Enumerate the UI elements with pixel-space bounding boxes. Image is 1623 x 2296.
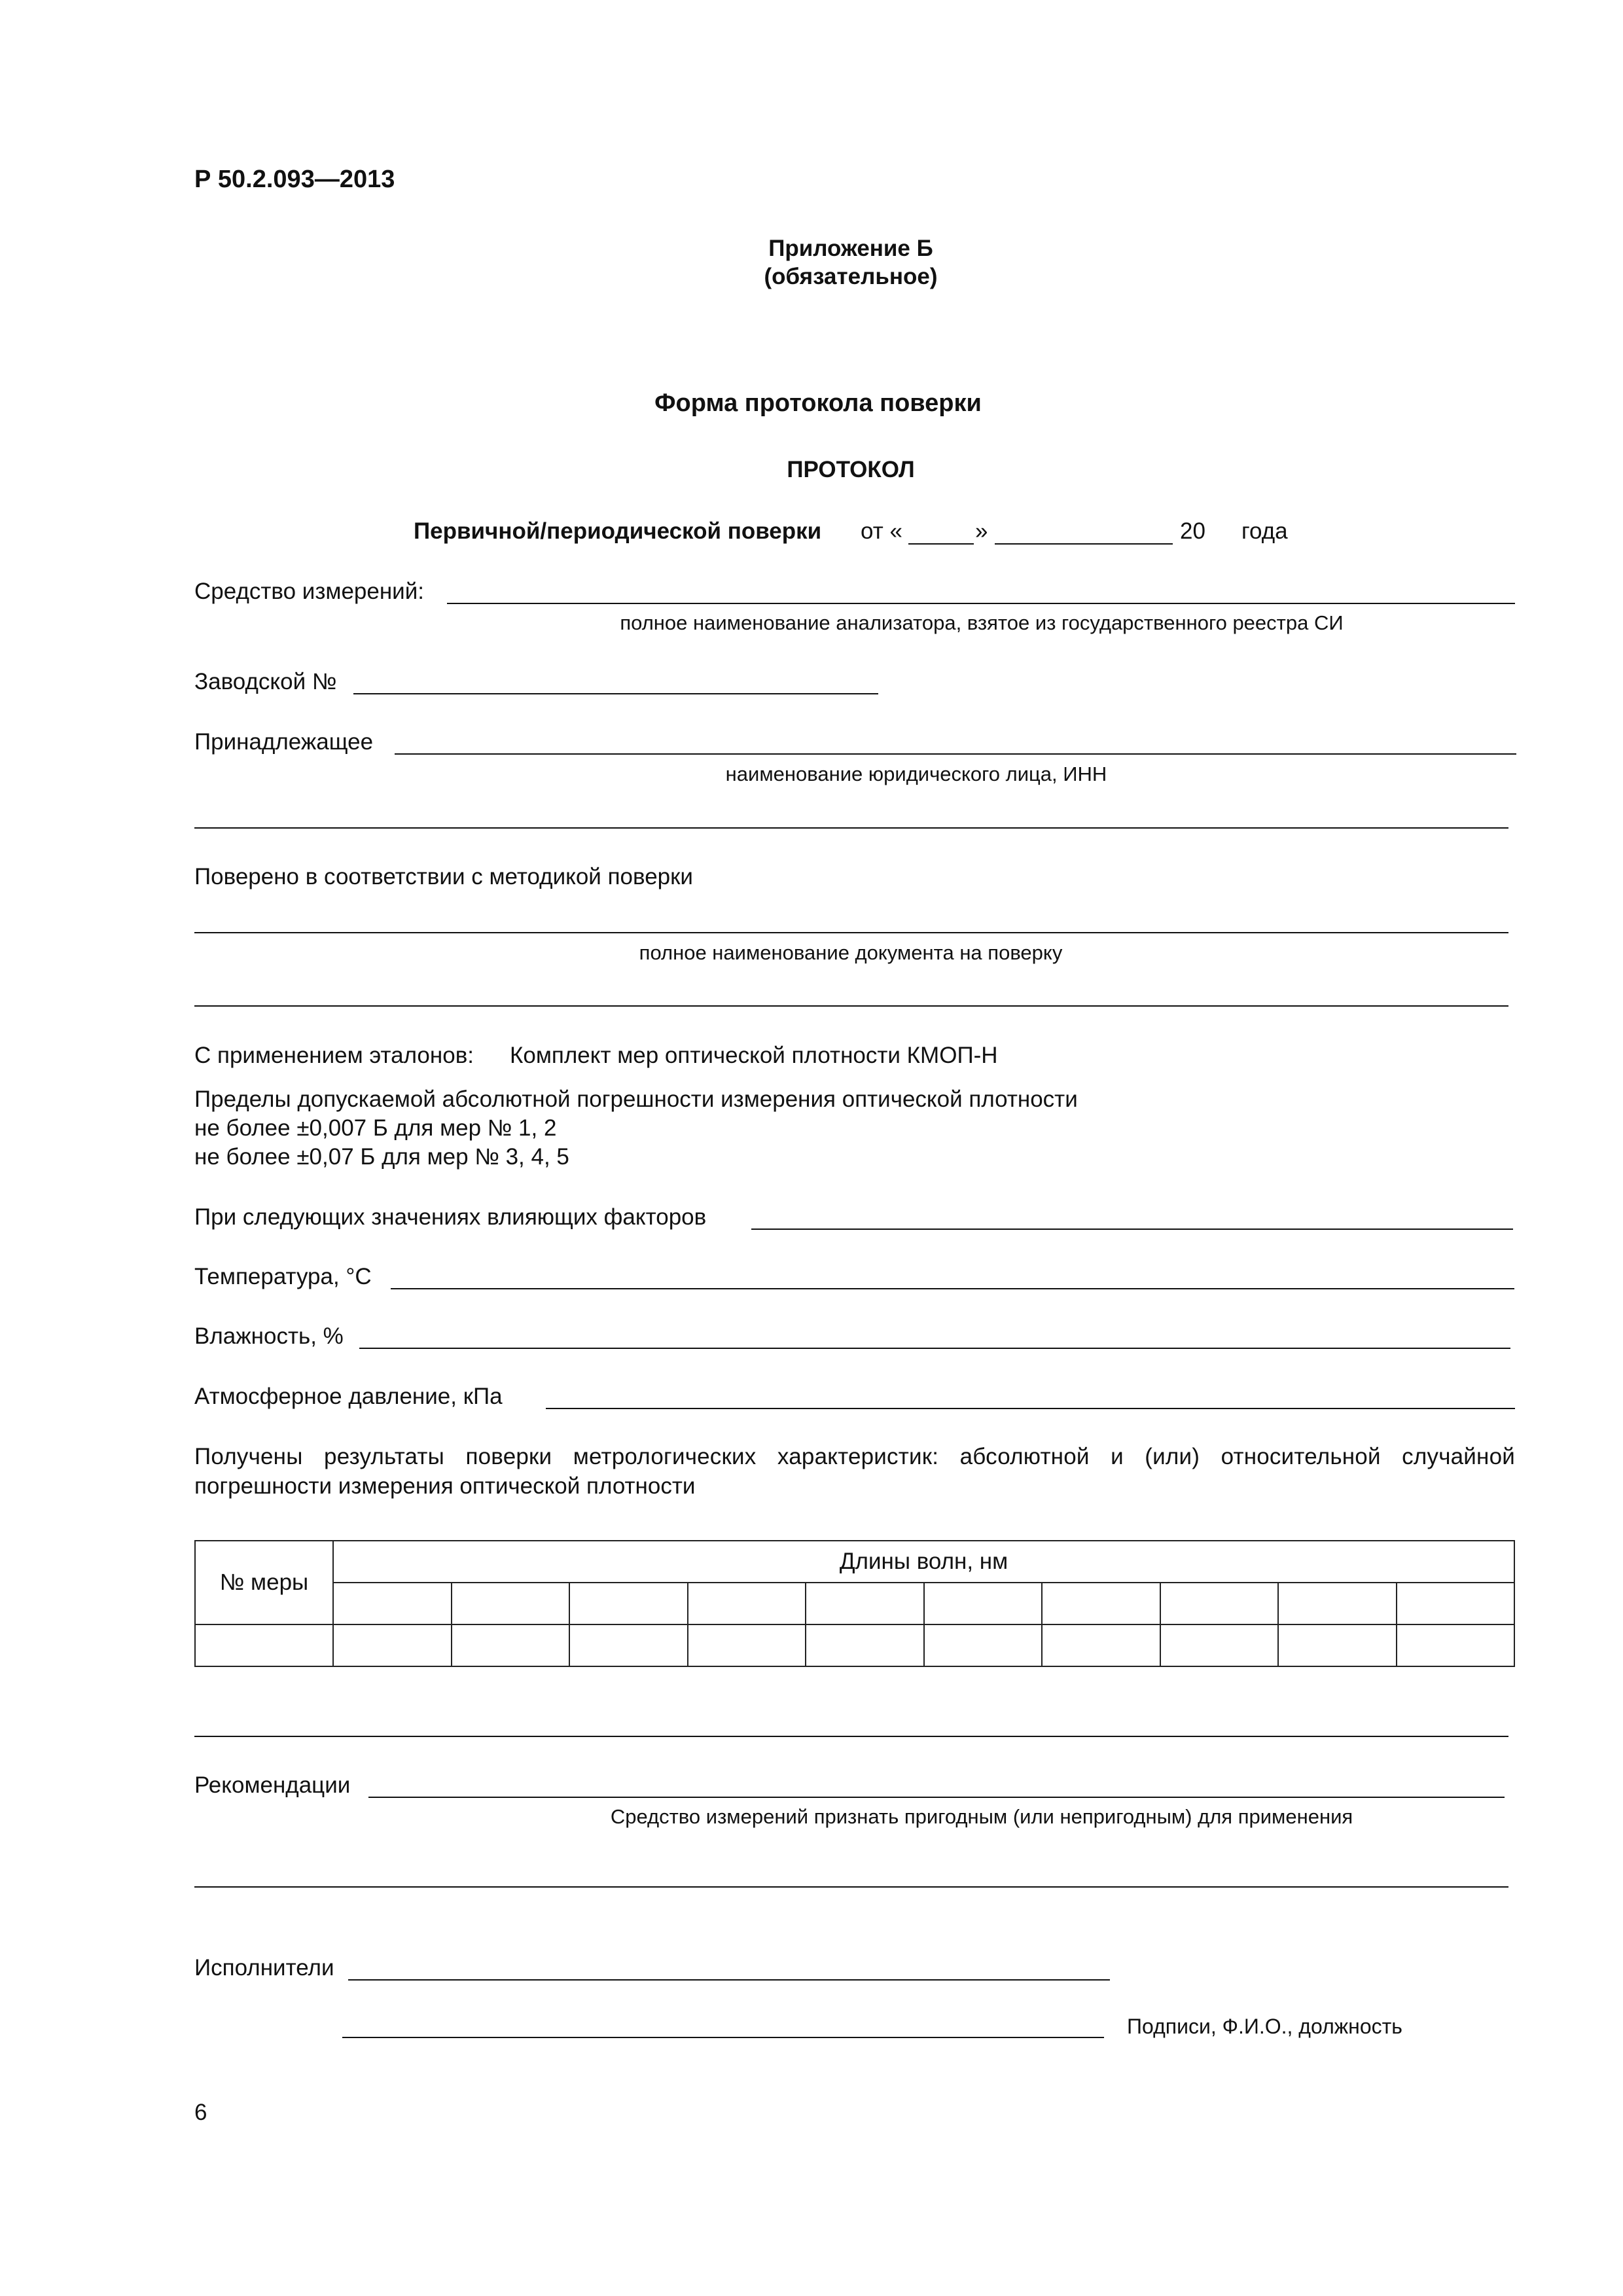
humidity-line[interactable] bbox=[359, 1348, 1510, 1349]
value-cell[interactable] bbox=[806, 1624, 924, 1666]
value-cell[interactable] bbox=[1042, 1624, 1160, 1666]
value-cell[interactable] bbox=[569, 1624, 688, 1666]
appendix-type: (обязательное) bbox=[764, 264, 938, 289]
standard-number: Р 50.2.093—2013 bbox=[194, 166, 395, 193]
month-blank-line[interactable] bbox=[995, 543, 1173, 545]
limits-line-2: не более ±0,007 Б для мер № 1, 2 bbox=[194, 1115, 557, 1141]
measuring-instrument-line[interactable] bbox=[447, 603, 1515, 604]
limits-line-3: не более ±0,07 Б для мер № 3, 4, 5 bbox=[194, 1144, 569, 1170]
standards-label: С применением эталонов: bbox=[194, 1043, 474, 1068]
serial-number-label: Заводской № bbox=[194, 669, 337, 694]
results-line-2: погрешности измерения оптической плотности bbox=[194, 1473, 696, 1499]
value-cell[interactable] bbox=[1278, 1624, 1397, 1666]
value-cell[interactable] bbox=[452, 1624, 570, 1666]
measuring-instrument-hint: полное наименование анализатора, взятое из государственного реестра СИ bbox=[620, 611, 1344, 634]
measuring-instrument-label: Средство измерений: bbox=[194, 579, 424, 604]
measure-number-cell[interactable] bbox=[195, 1624, 333, 1666]
wavelength-cell[interactable] bbox=[806, 1583, 924, 1624]
influencing-factors-line[interactable] bbox=[751, 1229, 1513, 1230]
recommendations-line-2[interactable] bbox=[194, 1886, 1508, 1888]
value-cell[interactable] bbox=[1160, 1624, 1279, 1666]
wavelength-cell[interactable] bbox=[1397, 1583, 1515, 1624]
method-hint: полное наименование документа на поверку bbox=[639, 941, 1063, 964]
protocol-year-word: года bbox=[1241, 518, 1288, 544]
owner-label: Принадлежащее bbox=[194, 729, 374, 755]
performers-line[interactable] bbox=[348, 1979, 1110, 1981]
pressure-label: Атмосферное давление, кПа bbox=[194, 1384, 503, 1409]
page-number: 6 bbox=[194, 2100, 207, 2125]
protocol-subtitle-type: Первичной/периодической поверки bbox=[414, 518, 822, 544]
owner-line-2[interactable] bbox=[194, 827, 1508, 829]
wavelength-cell[interactable] bbox=[1160, 1583, 1279, 1624]
appendix-title: Приложение Б bbox=[768, 236, 933, 261]
method-line[interactable] bbox=[194, 932, 1508, 933]
performers-label: Исполнители bbox=[194, 1955, 334, 1981]
humidity-label: Влажность, % bbox=[194, 1323, 344, 1349]
temperature-line[interactable] bbox=[391, 1288, 1514, 1289]
recommendations-line[interactable] bbox=[368, 1797, 1505, 1798]
protocol-heading: ПРОТОКОЛ bbox=[787, 457, 915, 482]
value-cell[interactable] bbox=[333, 1624, 452, 1666]
wavelength-cell[interactable] bbox=[1042, 1583, 1160, 1624]
day-blank-line[interactable] bbox=[908, 543, 974, 545]
serial-number-line[interactable] bbox=[353, 693, 878, 694]
wavelength-cell[interactable] bbox=[333, 1583, 452, 1624]
results-line-1: Получены результаты поверки метрологических характеристик: абсолютной и (или) относительной случайной bbox=[194, 1444, 1515, 1469]
method-line-2[interactable] bbox=[194, 1005, 1508, 1007]
wavelength-cell[interactable] bbox=[688, 1583, 806, 1624]
wavelength-cell[interactable] bbox=[924, 1583, 1043, 1624]
temperature-label: Температура, °С bbox=[194, 1264, 372, 1289]
owner-line[interactable] bbox=[395, 753, 1516, 755]
wavelength-cell[interactable] bbox=[569, 1583, 688, 1624]
form-title: Форма протокола поверки bbox=[654, 389, 982, 417]
signature-hint: Подписи, Ф.И.О., должность bbox=[1127, 2015, 1402, 2038]
verified-by-method-label: Поверено в соответствии с методикой поверки bbox=[194, 864, 693, 889]
results-line-after-table[interactable] bbox=[194, 1736, 1508, 1737]
limits-line-1: Пределы допускаемой абсолютной погрешности измерения оптической плотности bbox=[194, 1086, 1078, 1112]
performers-line-2[interactable] bbox=[342, 2037, 1104, 2038]
protocol-subtitle-from: от « bbox=[861, 518, 902, 544]
protocol-subtitle-quote-close: » bbox=[975, 518, 988, 544]
protocol-year-prefix: 20 bbox=[1180, 518, 1205, 544]
value-cell[interactable] bbox=[924, 1624, 1043, 1666]
owner-hint: наименование юридического лица, ИНН bbox=[725, 762, 1107, 785]
table-header-wavelengths: Длины волн, нм bbox=[333, 1541, 1514, 1583]
pressure-line[interactable] bbox=[546, 1408, 1515, 1409]
value-cell[interactable] bbox=[1397, 1624, 1515, 1666]
wavelength-cell[interactable] bbox=[1278, 1583, 1397, 1624]
standards-value: Комплект мер оптической плотности КМОП-Н bbox=[510, 1043, 998, 1068]
recommendations-hint: Средство измерений признать пригодным (или непригодным) для применения bbox=[610, 1805, 1353, 1828]
influencing-factors-label: При следующих значениях влияющих факторов bbox=[194, 1204, 707, 1230]
value-cell[interactable] bbox=[688, 1624, 806, 1666]
wavelength-cell[interactable] bbox=[452, 1583, 570, 1624]
recommendations-label: Рекомендации bbox=[194, 1772, 351, 1798]
table-header-measure: № меры bbox=[195, 1541, 333, 1624]
wavelength-table bbox=[194, 1540, 1515, 1667]
